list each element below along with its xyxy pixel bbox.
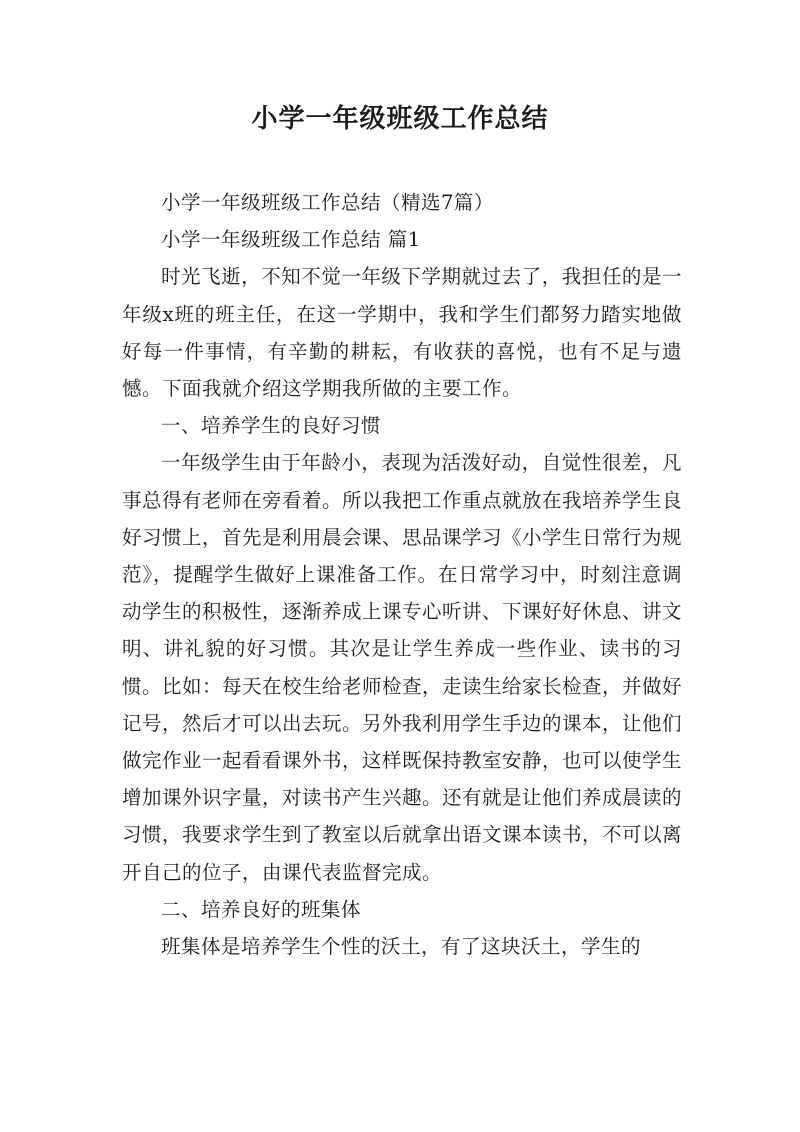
section-heading-1: 一、培养学生的良好习惯: [161, 414, 382, 438]
document-title: 小学一年级班级工作总结: [251, 104, 549, 134]
paragraph-class-collective: 班集体是培养学生个性的沃土，有了这块沃土，学生的: [161, 935, 642, 959]
paragraph-part-heading: 小学一年级班级工作总结 篇1: [161, 228, 421, 252]
document-body: [122, 184, 682, 965]
paragraph-subtitle: 小学一年级班级工作总结（精选7篇）: [161, 191, 494, 214]
section-heading-2: 二、培养良好的班集体: [161, 897, 362, 921]
paragraph-intro: 时光飞逝，不知不觉一年级下学期就过去了，我担任的是一年级x班的班主任，在这一学期中，我和学生们都努力踏实地做好每一件事情，有辛勤的耕耘，有收获的喜悦，也有不足与遗憾。下面我就介绍这学期我所做的主要工作。: [122, 265, 682, 401]
paragraph-habits: 一年级学生由于年龄小，表现为活泼好动，自觉性很差，凡事总得有老师在旁看着。所以我把工作重点就放在我培养学生良好习惯上，首先是利用晨会课、思品课学习《小学生日常行为规范》，提醒学生做好上课准备工作。在日常学习中，时刻注意调动学生的积极性，逐渐养成上课专心听讲、下课好好休息、讲文明、讲礼貌的好习惯。其次是让学生养成一些作业、读书的习惯。比如：每天在校生给老师检查，走读生给家长检查，并做好记号，然后才可以出去玩。另外我利用学生手边的课本，让他们做完作业一起看看课外书，这样既保持教室安静，也可以使学生增加课外识字量，对读书产生兴趣。还有就是让他们养成晨读的习惯，我要求学生到了教室以后就拿出语文课本读书，不可以离开自己的位子，由课代表监督完成。: [122, 451, 683, 884]
